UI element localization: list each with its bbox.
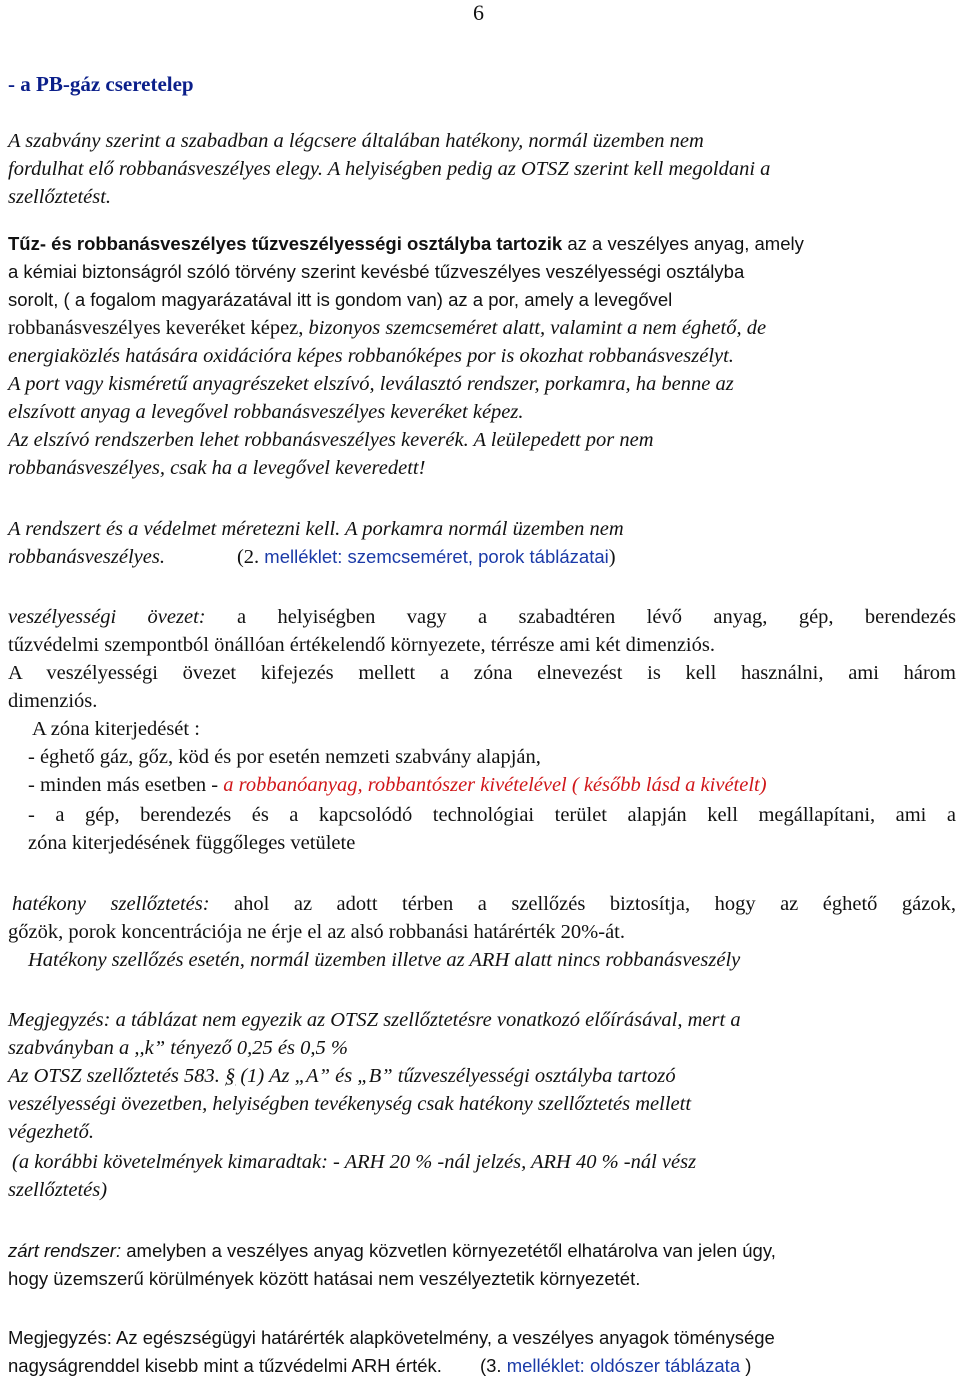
para8-line2-a: nagyságrenddel kisebb mint a tűzvédelmi ARH érték. — [8, 1355, 442, 1376]
para4-line5: A zóna kiterjedését : — [32, 718, 200, 740]
para7-line2: hogy üzemszerű körülmények között hatásai nem veszélyeztetik környezetét. — [8, 1268, 641, 1289]
para6-line3-a: Az OTSZ szellőztetés 583. — [8, 1065, 225, 1087]
para8-line1: Megjegyzés: Az egészségügyi határérték alapkövetelmény, a veszélyes anyagok töménysége — [8, 1327, 775, 1348]
para5-line1 — [12, 890, 956, 918]
para3-line1: A rendszert és a védelmet méretezni kell. A porkamra normál üzemben nem — [8, 518, 624, 540]
para6-line3 — [8, 1062, 676, 1090]
para6-line1: Megjegyzés: a táblázat nem egyezik az OTSZ szellőztetésre vonatkozó előírásával, mert a — [8, 1009, 741, 1031]
para3-line2-a: robbanásveszélyes. — [8, 546, 165, 568]
para6-line6: (a korábbi követelmények kimaradtak: - ARH 20 % -nál jelzés, ARH 40 % -nál vész — [12, 1151, 697, 1173]
para2-line7: elszívott anyag a levegővel robbanásveszélyes keveréket képez. — [8, 401, 524, 423]
para4-line1 — [8, 603, 956, 631]
para4-line6: - éghető gáz, gőz, köd és por esetén nemzeti szabvány alapján, — [28, 746, 541, 768]
para8-line2 — [8, 1352, 751, 1380]
page-number: 6 — [473, 0, 484, 25]
para4-line9: zóna kiterjedésének függőleges vetülete — [28, 832, 356, 854]
para6-line4: veszélyességi övezetben, helyiségben tevékenység csak hatékony szellőztetés mellett — [8, 1093, 692, 1115]
para8-paren-close: ) — [740, 1355, 752, 1376]
para5-line3: Hatékony szellőzés esetén, normál üzemben illetve az ARH alatt nincs robbanásveszély — [28, 949, 741, 971]
para4-line7 — [28, 771, 767, 799]
para2-line4 — [8, 314, 766, 342]
para2-line8: Az elszívó rendszerben lehet robbanásveszélyes keverék. A leülepedett por nem — [8, 429, 654, 451]
para4-line2: tűzvédelmi szempontból önállóan értékelendő környezete, térrésze ami két dimenziós. — [8, 634, 715, 656]
para8-paren-open: (3. — [479, 1355, 507, 1376]
para2-line1 — [8, 230, 804, 258]
para6-line7: szellőztetés) — [8, 1179, 108, 1201]
para2-line4-a: robbanásveszélyes keveréket képez, — [8, 317, 304, 339]
appendix-2-link[interactable]: melléklet: szemcseméret, porok táblázatai — [264, 546, 609, 567]
para5-line2: gőzök, porok koncentrációja ne érje el az alsó robbanási határérték 20%-át. — [8, 921, 626, 943]
term-effective-ventilation: hatékony szellőztetés: — [12, 893, 210, 915]
paragraph-sign: § — [224, 1065, 236, 1087]
para4-line8: - a gép, berendezés és a kapcsolódó technológiai terület alapján kell megállapítani, ami a — [28, 804, 956, 826]
para2-line5: energiaközlés hatására oxidációra képes robbanóképes por is okozhat robbanásveszélyt. — [8, 345, 734, 367]
para2-line1-rest: az a veszélyes anyag, amely — [562, 233, 804, 254]
term-danger-zone: veszélyességi övezet: — [8, 606, 206, 628]
para3-line2 — [8, 543, 616, 571]
para6-line2: szabványban a ,,k” tényező 0,25 és 0,5 % — [8, 1037, 348, 1059]
para2-line9: robbanásveszélyes, csak ha a levegővel keveredett! — [8, 457, 426, 479]
para4-line4: dimenziós. — [8, 690, 98, 712]
para2-line3: sorolt, ( a fogalom magyarázatával itt is gondom van) az a por, amely a levegővel — [8, 289, 673, 310]
para1-line2: fordulhat elő robbanásveszélyes elegy. A helyiségben pedig az OTSZ szerint kell megoldani a — [8, 158, 771, 180]
para1-line1: A szabvány szerint a szabadban a légcsere általában hatékony, normál üzemben nem — [8, 130, 704, 152]
section-heading: - a PB-gáz cseretelep — [8, 72, 194, 96]
term-closed-system: zárt rendszer: — [8, 1240, 122, 1261]
para4-line3: A veszélyességi övezet kifejezés mellett a zóna elnevezést is kell használni, ami három — [8, 662, 956, 684]
bold-term: Tűz- és robbanásveszélyes tűzveszélyességi osztályba tartozik — [8, 233, 563, 254]
para2-line4-b: bizonyos szemcseméret alatt, valamint a nem éghető, de — [303, 317, 767, 339]
appendix-3-link[interactable]: melléklet: oldószer táblázata — [506, 1355, 741, 1376]
para6-line5: végezhető. — [8, 1121, 94, 1143]
para7-line1-rest: amelyben a veszélyes anyag közvetlen környezetétől elhatárolva van jelen úgy, — [121, 1240, 776, 1261]
para7-line1 — [8, 1237, 776, 1265]
para1-line3: szellőztetést. — [8, 186, 112, 208]
para6-line3-c: (1) Az „A” és „B” tűzveszélyességi osztályba tartozó — [235, 1065, 676, 1087]
para4-line7-a: - minden más esetben - — [28, 774, 224, 796]
para4-line1-rest: a helyiségben vagy a szabadtéren lévő anyag, gép, berendezés — [205, 606, 956, 628]
para2-line6: A port vagy kisméretű anyagrészeket elszívó, leválasztó rendszer, porkamra, ha benne az — [8, 373, 734, 395]
para3-paren-close: ) — [608, 546, 616, 568]
para3-paren-open: (2. — [236, 546, 265, 568]
para2-line2: a kémiai biztonságról szóló törvény szerint kevésbé tűzveszélyes veszélyességi osztályba — [8, 261, 745, 282]
red-exception-note: a robbanóanyag, robbantószer kivételével ( később lásd a kivételt) — [223, 774, 767, 796]
para5-line1-rest: ahol az adott térben a szellőzés biztosítja, hogy az éghető gázok, — [209, 893, 956, 915]
